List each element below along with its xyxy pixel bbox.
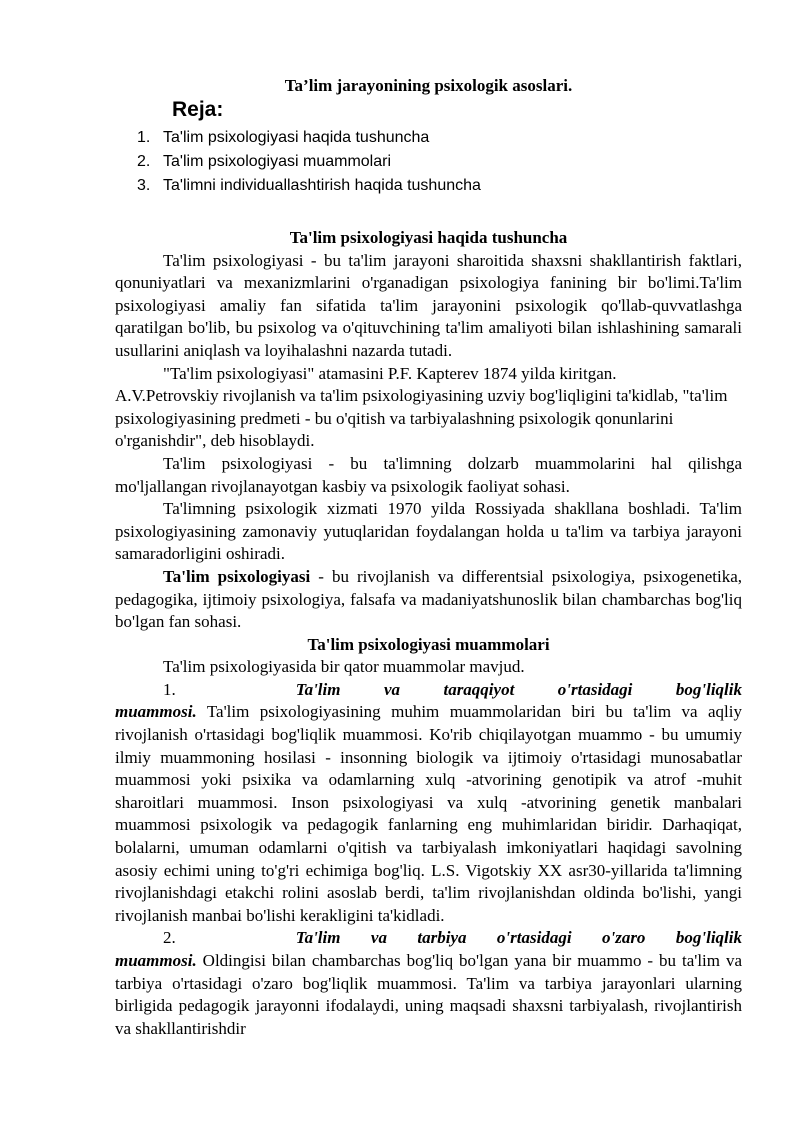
paragraph-text: Oldingisi bilan chambarchas bog'liq bo'lgan yana bir muammo - bu ta'lim va tarbiya o'rtasidagi o'zaro bog'liqlik muammosi. Ta'lim va tarbiya jarayonlari ularning birligida pedagogik jarayonni ifodalaydi, uning maqsadi shaxsni tarbiyalash, rivojlantirish va shakllantirishdir [115,951,742,1038]
plan-item [137,174,481,198]
paragraph-text: Ta'lim psixologiyasining muhim muammolaridan biri bu ta'lim va aqliy rivojlanish o'rtasidagi bog'liqlik muammosi. Ko'rib chiqilayotgan muammo - bu umumiy ilmiy muammoning hosilasi - insonning biologik va ijtimoiy o'rtasidagi munosabatlar muammosi yoki psixika va odamlarning xulq -atvorining genotipik va atrof -muhit sharoitlari muammosi. Inson psixologiyasi va xulq -atvorining genetik manbalari muammosi psixologik va pedagogik fanlarning eng muhimlaridan biridir. Darhaqiqat, bolalarni, umuman odamlarni o'qitish va tarbiyalash imkoniyatlari haqidagi savolning asosiy echimi uning to'g'ri echimiga bog'liq. L.S. Vigotskiy XX asr30-yillarida ta'limning rivojlanishdagi etakchi rolini asoslab berdi, ta'lim rivojlanishdan oldinda bo'lishi, yangi rivojlanish manbai bo'lishi kerakligini ta'kidladi. [115,702,742,925]
plan-item-number: 1. [137,129,151,146]
section-1-heading: Ta'lim psixologiyasi haqida tushuncha [289,228,568,247]
paragraph: Ta'lim psixologiyasida bir qator muammolar mavjud. [163,657,525,677]
section-2-heading: Ta'lim psixologiyasi muammolari [307,634,550,654]
bold-term: Ta'lim psixologiyasi [163,566,311,586]
item-number: 2. [163,928,176,948]
numbered-item-2-header [115,927,742,950]
section-1 [115,227,742,1040]
paragraph: "Ta'lim psixologiyasi" atamasini P.F. Kapterev 1874 yilda kiritgan. [163,363,617,383]
item-number: 1. [163,679,176,699]
plan-item-text: Ta'lim psixologiyasi haqida tushuncha [163,129,430,146]
item-title: Ta'lim va tarbiya o'rtasidagi o'zaro bog'liqlik [295,928,742,948]
plan-item-text: Ta'lim psixologiyasi muammolari [163,153,392,170]
plan-item-text: Ta'limni individuallashtirish haqida tushuncha [163,177,481,194]
paragraph [115,566,742,634]
plan-heading: Reja: [172,98,224,121]
numbered-item-2-body [115,950,742,1040]
plan-item-number: 3. [137,177,151,194]
document-title: Ta’lim jarayonining psixologik asoslari. [284,76,573,95]
paragraph: Ta'lim psixologiyasi - bu ta'limning dolzarb muammolarini hal qilishga mo'ljallangan rivojlanayotgan kasbiy va psixologik faoliyat sohasi. [115,453,742,496]
paragraph: Ta'lim psixologiyasi - bu ta'lim jarayoni sharoitida shaxsni shakllantirish faktlari, qonuniyatlari va mexanizmlarini o'rganadigan psixologiya fanining bir bo'limi.Ta'lim psixologiyasi amaliy fan sifatida ta'lim jarayonini psixologik qo'llab-quvvatlashga qaratilgan bo'lib, bu psixolog va o'qituvchining ta'lim amaliyoti bilan ishlashining samarali usullarini aniqlash va loyihalashni nazarda tutadi. [115,250,742,360]
paragraph-text: - bu rivojlanish va differentsial psixologiya, psixogenetika, pedagogika, ijtimoiy psixologiya, falsafa va madaniyatshunoslik bilan chambarchas bog'liq bo'lgan fan sohasi. [115,566,743,632]
plan-item [137,150,481,174]
plan-item-number: 2. [137,153,151,170]
item-title: muammosi. [115,702,197,722]
item-title: Ta'lim va taraqqiyot o'rtasidagi bog'liqlik [295,679,742,699]
paragraph: A.V.Petrovskiy rivojlanish va ta'lim psixologiyasining uzviy bog'liqligini ta'kidlab, "ta'lim psixologiyasining predmeti - bu o'qitish va tarbiyalashning psixologik qonunlarini o'rganishdir", deb hisoblaydi. [115,386,728,451]
plan-item [137,126,481,150]
paragraph: Ta'limning psixologik xizmati 1970 yilda Rossiyada shakllana boshladi. Ta'lim psixologiyasining zamonaviy yutuqlaridan foydalangan holda u ta'lim va tarbiya jarayoni samaradorligini oshiradi. [115,499,742,564]
item-title: muammosi. [115,951,197,970]
plan-list [137,126,481,198]
numbered-item-1-header [115,679,742,702]
numbered-item-1-body [115,701,742,927]
